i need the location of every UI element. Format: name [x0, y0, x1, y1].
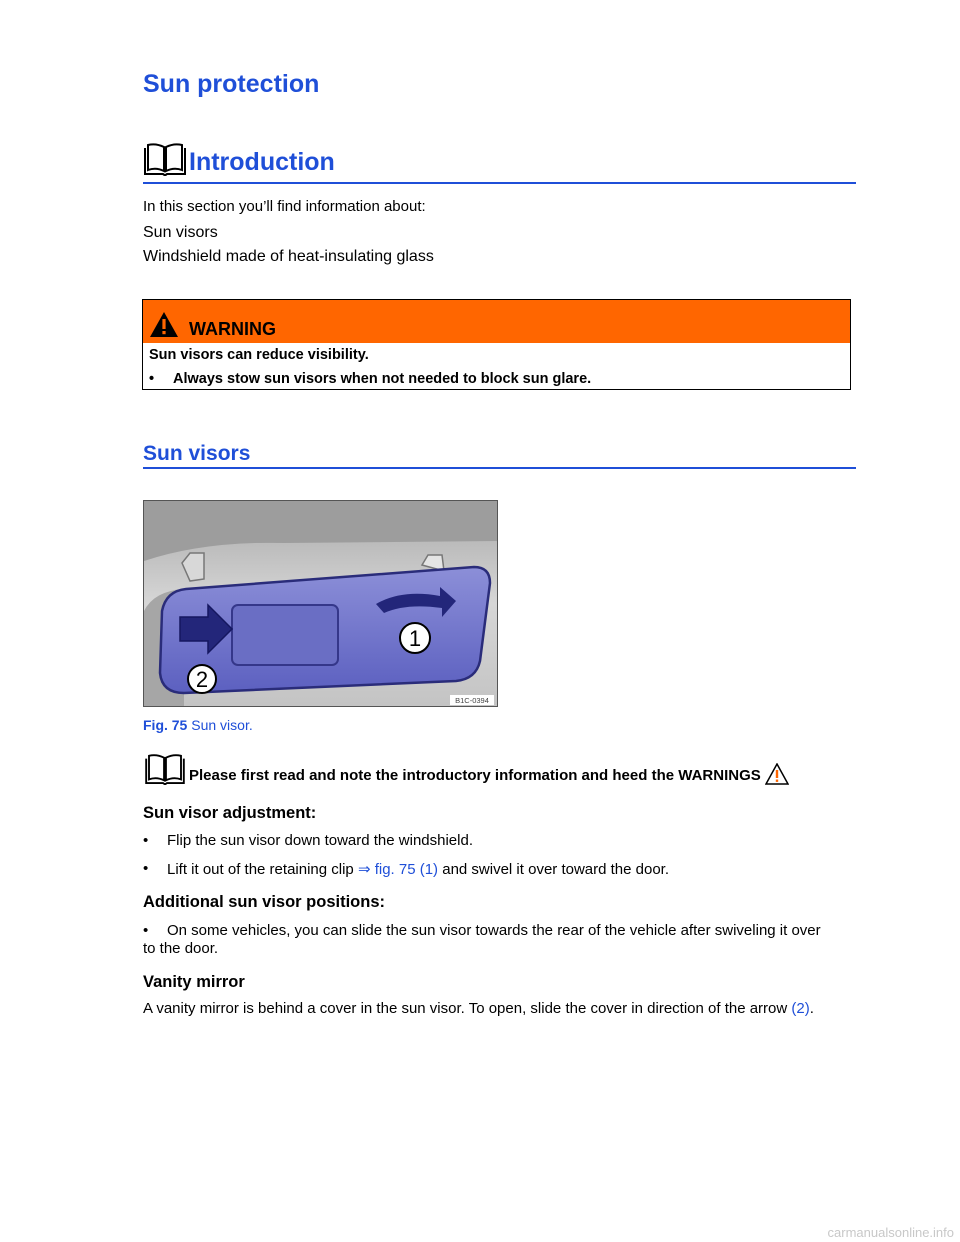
- note-text: Please first read and note the introductory information and heed the WARNINGS: [189, 767, 761, 784]
- adjustment-step-2-tail: and swivel it over toward the door.: [438, 861, 670, 878]
- warning-box: [142, 299, 851, 390]
- open-book-icon: [143, 142, 187, 176]
- list-item: [143, 922, 821, 939]
- vanity-mirror-text: [143, 1000, 814, 1017]
- sun-visors-divider: [143, 467, 856, 469]
- vanity-mirror-period: .: [809, 1000, 814, 1017]
- sun-visors-heading: Sun visors: [143, 442, 251, 465]
- figure-caption-text: Sun visor.: [187, 717, 253, 733]
- callout-1: 1: [408, 626, 422, 651]
- figure-caption-number: Fig. 75: [143, 717, 188, 733]
- callout-2: 2: [195, 667, 209, 692]
- figure-code: B1C-0394: [455, 696, 489, 705]
- bullet-icon: •: [149, 371, 155, 387]
- sun-visor-illustration: [144, 501, 497, 706]
- list-item: [143, 860, 669, 878]
- introduction-divider: [143, 182, 856, 184]
- figure-reference-link[interactable]: ⇒ fig. 75 (1): [357, 861, 439, 878]
- watermark: carmanualsonline.info: [827, 1225, 954, 1240]
- intro-lead: In this section you’ll find information about:: [143, 198, 426, 215]
- adjustment-heading: Sun visor adjustment:: [143, 804, 317, 822]
- vanity-mirror-heading: Vanity mirror: [143, 973, 245, 991]
- warning-bullet-text: Always stow sun visors when not needed to block sun glare.: [173, 371, 592, 387]
- intro-topic-windshield: Windshield made of heat-insulating glass: [143, 248, 434, 265]
- adjustment-step-2: [167, 860, 669, 878]
- intro-topic-sun-visors: Sun visors: [143, 224, 218, 241]
- page-title: Sun protection: [143, 70, 320, 98]
- adjustment-step-1: Flip the sun visor down toward the windshield.: [167, 832, 473, 849]
- bullet-icon: •: [143, 832, 149, 849]
- sun-visor-figure: [143, 500, 498, 707]
- introduction-heading-row: [143, 142, 335, 176]
- warning-header: [143, 300, 850, 343]
- warning-triangle-icon: [765, 763, 789, 785]
- arrow-reference-link[interactable]: (2): [791, 1000, 810, 1017]
- bullet-icon: •: [143, 922, 149, 939]
- open-book-icon: [143, 753, 187, 785]
- warning-line: Sun visors can reduce visibility.: [149, 347, 369, 363]
- additional-position-line-2: to the door.: [143, 940, 219, 957]
- additional-position-line-1: On some vehicles, you can slide the sun visor towards the rear of the vehicle after swiveling it over: [167, 922, 821, 939]
- introduction-heading: Introduction: [189, 148, 335, 176]
- list-item: [143, 832, 473, 849]
- additional-positions-heading: Additional sun visor positions:: [143, 893, 386, 911]
- adjustment-step-2-text: Lift it out of the retaining clip: [167, 861, 358, 878]
- vanity-mirror-body: A vanity mirror is behind a cover in the sun visor. To open, slide the cover in direction of the arrow: [143, 1000, 792, 1017]
- warning-triangle-icon: [149, 311, 179, 338]
- bullet-icon: •: [143, 860, 149, 877]
- note-row: [143, 753, 789, 785]
- warning-title: WARNING: [189, 319, 276, 339]
- warning-bullet: [149, 371, 591, 387]
- figure-caption: [143, 717, 253, 733]
